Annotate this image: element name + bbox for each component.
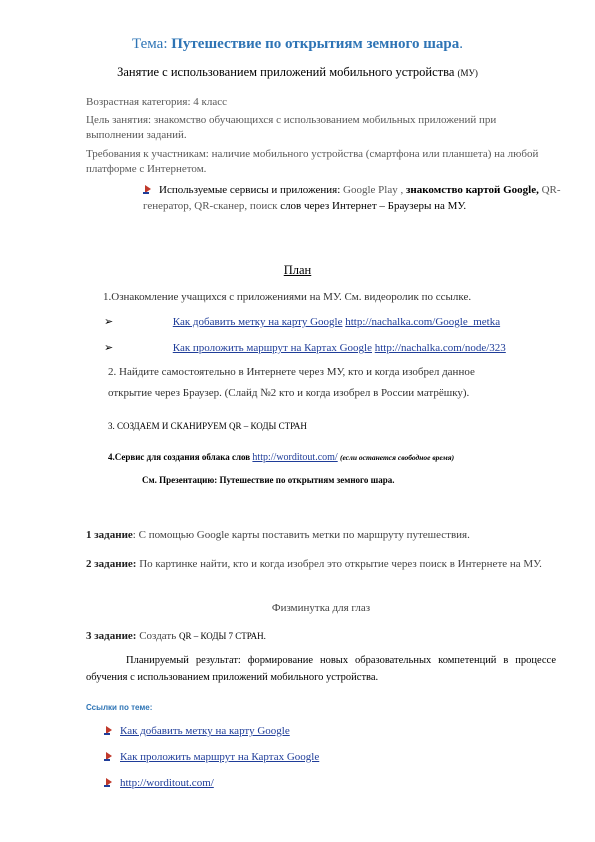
plan-item-2-line-1: 2. Найдите самостоятельно в Интернете через МУ, кто и когда изобрел данное <box>108 366 475 378</box>
worditout-link[interactable]: http://worditout.com/ <box>252 452 338 463</box>
services-bullet: Используемые сервисы и приложения: Google Play , знакомство картой Google, QR-генератор, QR-сканер, поиск слов через Интернет – Браузеры на МУ. <box>143 184 561 212</box>
arrow-right-icon: ➢ <box>104 342 114 354</box>
plan-item-3: 3. СОЗДАЕМ И СКАНИРУЕМ QR – КОДЫ СТРАН <box>108 421 307 431</box>
age-category: Возрастная категория: 4 класс <box>86 96 228 108</box>
link-route[interactable]: Как проложить маршрут на Картах Google <box>172 342 372 354</box>
link-add-marker-url[interactable]: http://nachalka.com/Google_metka <box>345 316 501 328</box>
plan-link-row-2 <box>104 341 564 354</box>
links-item-1: Как добавить метку на карту Google <box>104 725 290 737</box>
plan-item-1: 1.Ознакомление учащихся с приложениями на МУ. См. видеоролик по ссылке. <box>103 291 472 303</box>
arrow-bullet-icon <box>104 751 114 761</box>
arrow-bullet-icon <box>143 184 153 194</box>
link-add-marker[interactable]: Как добавить метку на карту Google <box>172 316 343 328</box>
requirements: Требования к участникам: наличие мобильного устройства (смартфона или планшета) на любой платформе с Интернетом. <box>86 148 539 175</box>
link-route-url[interactable]: http://nachalka.com/node/323 <box>374 342 506 354</box>
plan-link-row-1 <box>104 315 564 328</box>
arrow-bullet-icon <box>104 725 114 735</box>
eye-exercise: Физминутка для глаз <box>271 602 371 614</box>
links-item-3: http://worditout.com/ <box>104 777 214 789</box>
plan-item-2-line-2: открытие через Браузер. (Слайд №2 кто и когда изобрел в России матрёшку). <box>108 387 470 399</box>
page-title: Тема: Путешествие по открытиям земного шара. <box>132 36 463 52</box>
page-subtitle: Занятие с использованием приложений мобильного устройства (МУ) <box>117 65 478 79</box>
plan-heading: План <box>283 263 312 277</box>
arrow-right-icon: ➢ <box>104 316 114 328</box>
links-item-2: Как проложить маршрут на Картах Google <box>104 751 319 763</box>
title-topic: Путешествие по открытиям земного шара <box>171 36 460 52</box>
arrow-bullet-icon <box>104 777 114 787</box>
lesson-goal: Цель занятия: знакомство обучающихся с использованием мобильных приложений при выполнении заданий. <box>86 114 497 141</box>
planned-result: Планируемый результат: формирование новых образовательных компетенций в процессе обучения с использованием приложений мобильного устройства. <box>86 655 556 683</box>
task-1: 1 задание: С помощью Google карты поставить метки по маршруту путешествия. <box>86 529 470 541</box>
presentation-note: См. Презентацию: Путешествие по открытиям земного шара. <box>142 475 395 485</box>
task-3: 3 задание: Создать QR – КОДЫ 7 СТРАН. <box>86 630 266 642</box>
links-heading: Ссылки по теме: <box>86 703 153 712</box>
plan-item-4: 4.Сервис для создания облака слов http://worditout.com/ (если останется свободное время) <box>108 452 455 463</box>
task-2: 2 задание: По картинке найти, кто и когда изобрел это открытие через поиск в Интернете на МУ. <box>86 558 542 570</box>
